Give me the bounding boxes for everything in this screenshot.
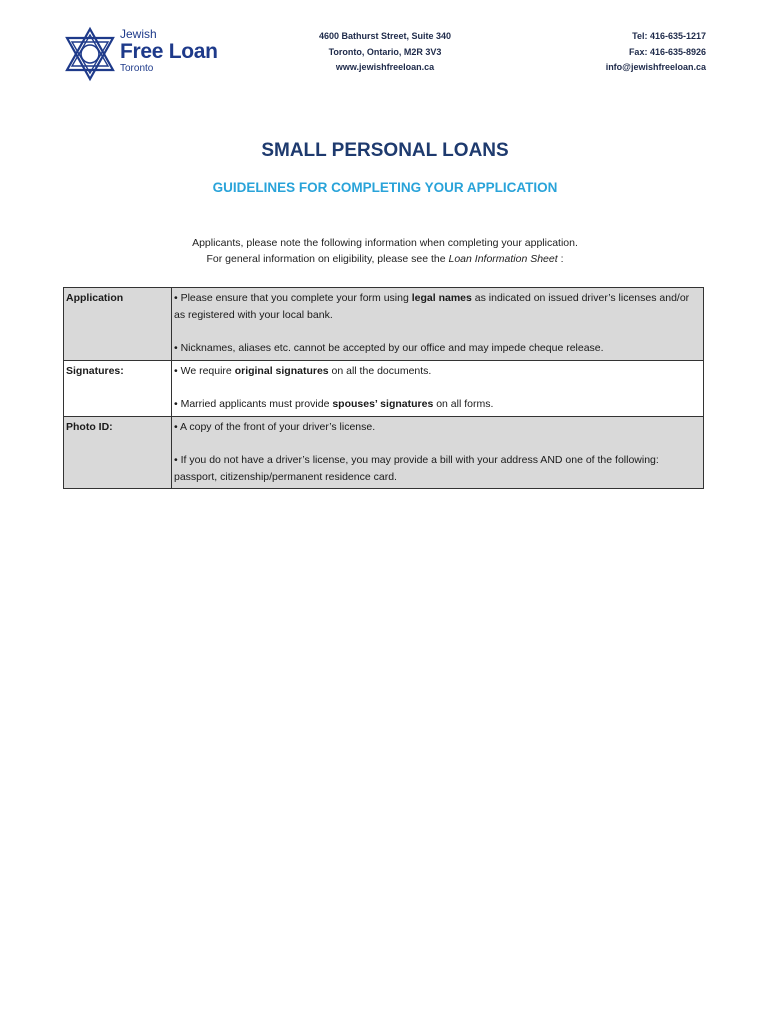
table-row-application [64,288,704,361]
address-street: 4600 Bathurst Street, Suite 340 [318,31,452,41]
telephone: Tel: 416-635-1217 [632,31,706,41]
guideline-item: • If you do not have a driver’s license, you may provide a bill with your address AND one of the following: passport, citizenship/permanent residence card. [174,454,659,483]
row-content [172,416,704,489]
guideline-item: • A copy of the front of your driver’s license. [174,420,376,433]
intro-line-2-end: : [557,253,564,265]
page-subtitle: GUIDELINES FOR COMPLETING YOUR APPLICATION [212,180,558,195]
guideline-item: • Married applicants must provide spouses’ signatures on all forms. [174,398,494,410]
row-label: Signatures: [64,360,172,416]
guidelines-table [63,287,704,489]
intro-line-1: Applicants, please note the following information when completing your application. [192,237,578,249]
page-title: SMALL PERSONAL LOANS [261,140,509,161]
row-label: Photo ID: [64,416,172,489]
table-row-signatures [64,360,704,416]
organization-logo [62,24,232,84]
row-content [172,360,704,416]
address-block [300,29,470,76]
intro-line-2-start: For general information on eligibility, please see the [206,253,449,265]
row-content [172,288,704,361]
guideline-item: • Nicknames, aliases etc. cannot be accepted by our office and may impede cheque release. [174,342,604,354]
loan-information-sheet-reference: Loan Information Sheet [448,253,558,265]
address-city: Toronto, Ontario, M2R 3V3 [328,46,442,57]
intro-text [0,235,770,267]
row-label: Application [64,288,172,361]
logo-line-3: Toronto [120,63,154,74]
contact-block [526,29,706,76]
logo-wordmark [120,28,218,75]
guideline-item: • Please ensure that you complete your form using legal names as indicated on issued driver’s licenses and/or as registered with your local bank. [174,292,690,321]
fax: Fax: 416-635-8926 [628,46,706,57]
logo-line-2: Free Loan [120,40,218,63]
intro-line-2 [0,251,770,267]
table-row-photo-id [64,416,704,489]
guideline-item: • We require original signatures on all the documents. [174,364,432,377]
logo-line-1: Jewish [120,27,157,41]
email-link[interactable]: info@jewishfreeloan.ca [605,62,706,72]
website-link[interactable]: www.jewishfreeloan.ca [335,62,435,72]
star-of-david-icon [62,26,118,82]
